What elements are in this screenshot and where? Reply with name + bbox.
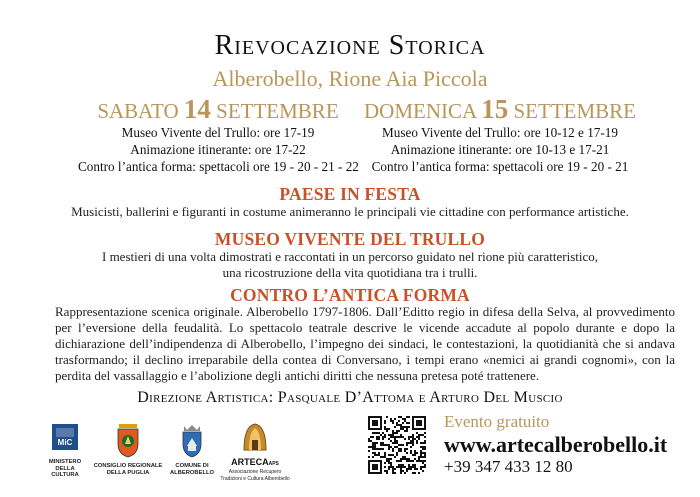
qr-code[interactable]	[368, 416, 426, 474]
event-location: Alberobello, Rione Aia Piccola	[212, 66, 488, 91]
day-month: SETTEMBRE	[216, 99, 339, 123]
arteca-logo-mark: ARTECA	[231, 457, 269, 467]
free-event-label: Evento gratuito	[444, 412, 550, 431]
puglia-logo-caption-2: DELLA PUGLIA	[106, 469, 150, 476]
section-paragraph-contro: Rappresentazione scenica originale. Alberobello 1797-1806. Dall’Editto regio in difesa della Selva, al provvedimento per l’eversione della feudalità. Lo spettacolo teatrale descrive le vicende accadute al popolo durante e dopo la dichiarazione dell’indipendenza di Alberobello, l’impegno dei sindaci, le contestazioni, la quotidianità che si andava trasformando; il declino irreparabile della contea di Conversano, i tempi erano «nemici ai grandi cognomi», con la perdita del vassallaggio e l’abolizione degli antichi diritti che nessuna pretesa poté trattenere.	[55, 304, 675, 383]
day-month: SETTEMBRE	[513, 99, 637, 123]
arteca-logo	[220, 422, 290, 482]
puglia-logo	[92, 424, 164, 476]
phone-number[interactable]: +39 347 433 12 80	[444, 457, 573, 476]
mic-logo-mark: MiC	[57, 438, 73, 447]
municipal-crest-icon	[179, 424, 205, 458]
comune-logo	[166, 424, 218, 476]
puglia-logo-caption-1: CONSIGLIO REGIONALE	[93, 463, 163, 469]
day-weekday: DOMENICA	[363, 99, 476, 123]
schedule-line: Museo Vivente del Trullo: ore 17-19	[121, 125, 315, 140]
schedule-line: Museo Vivente del Trullo: ore 10-12 e 17-19	[382, 125, 618, 140]
arteca-logo-title	[220, 457, 290, 469]
section-heading-contro: CONTRO L’ANTICA FORMA	[230, 285, 470, 305]
schedule-line: Contro l’antica forma: spettacoli ore 19 - 20 - 21	[371, 159, 629, 174]
schedule-line: Contro l’antica forma: spettacoli ore 19 - 20 - 21 - 22	[78, 159, 359, 174]
schedule-line: Animazione itinerante: ore 17-22	[130, 142, 306, 157]
comune-logo-caption-2: ALBEROBELLO	[169, 469, 215, 476]
mic-logo-caption-3: CULTURA	[51, 472, 79, 478]
mic-logo	[40, 424, 90, 479]
day-heading	[78, 96, 358, 124]
arteca-logo-caption-1: Associazione Recupero	[228, 469, 282, 475]
mic-logo-caption-1: MINISTERO	[48, 459, 82, 465]
website-link[interactable]: www.artecalberobello.it	[444, 432, 668, 457]
event-title: Rievocazione Storica	[214, 30, 486, 61]
section-text-museo-2: una ricostruzione della vita quotidiana tra i trulli.	[222, 265, 478, 280]
section-text-festa: Musicisti, ballerini e figuranti in costume animeranno le principali vie cittadine con performance artistiche.	[71, 204, 629, 219]
mic-logo-caption-2: DELLA	[55, 465, 75, 472]
section-heading-festa: PAESE IN FESTA	[279, 184, 421, 204]
day-saturday	[78, 96, 358, 175]
day-heading	[360, 96, 640, 124]
section-text-museo-1: I mestieri di una volta dimostrati e raccontati in un percorso guidato nel rione più caratteristico,	[101, 249, 598, 264]
section-heading-museo: MUSEO VIVENTE DEL TRULLO	[214, 229, 486, 249]
comune-logo-caption-1: COMUNE DI	[175, 463, 209, 469]
day-number: 14	[183, 94, 211, 124]
mic-logo-icon	[48, 424, 82, 454]
arteca-logo-caption-2: Tradizioni e Cultura Alberobello	[220, 475, 290, 482]
day-weekday: SABATO	[97, 99, 179, 123]
trullo-icon	[238, 422, 272, 452]
day-sunday	[360, 96, 640, 175]
crest-icon	[115, 424, 141, 458]
artistic-direction: Direzione Artistica: Pasquale D’Attoma e Arturo Del Muscio	[137, 389, 563, 406]
day-number: 15	[481, 94, 509, 124]
arteca-logo-suffix: APS	[268, 461, 279, 467]
schedule-line: Animazione itinerante: ore 10-13 e 17-21	[390, 142, 610, 157]
